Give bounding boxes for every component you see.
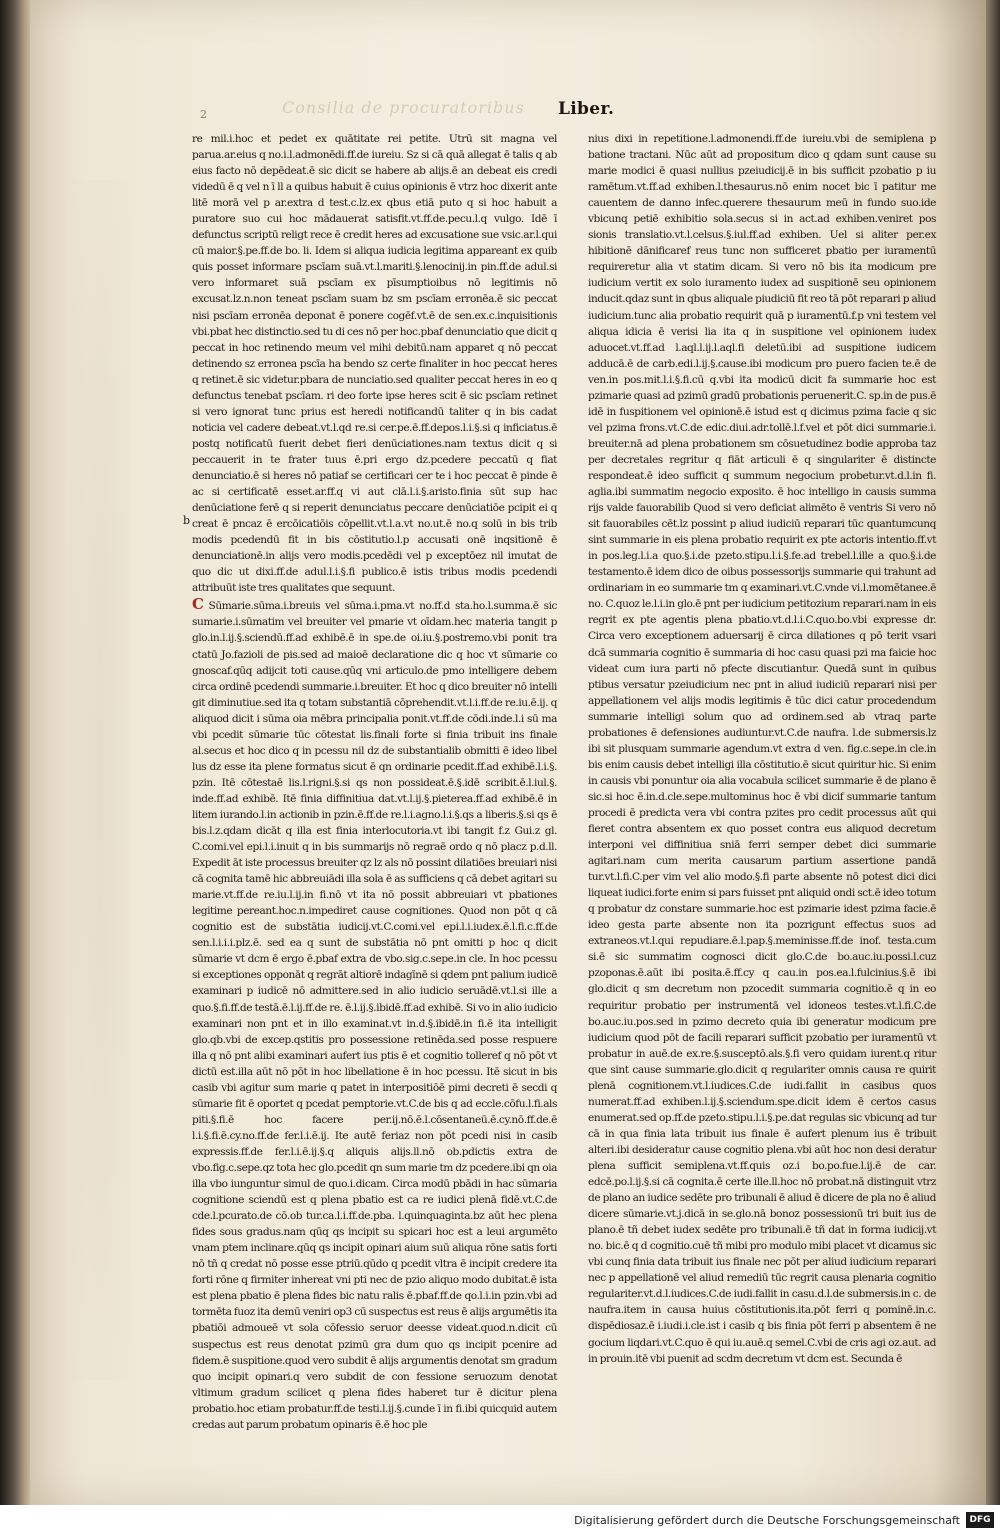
paragraph-before-initial: re mil.i.hoc et pedet ex quātitate rei petite. Utrū sit magna vel parua.ar.eius q no.i.l.admonēdi.ff.de iureiu. Sz si cā quā allegat ē talis q ab eius facto nō depēdeat.ē sic dicit se habere ab alijs.ē an debeat eis credi videdū ē q vel n ī ll a quibus habuit ē cuius opinionis ē vtrz hoc dixerit ante litē morā vel p ar.extra d test.c.lz.ex qbus etiā puto q si hoc habuit a puratore suo cui hoc mādauerat satisfit.vt.ff.de.pecu.l.q vulgo. Idē ī defunctus scriptū religt rece ē credit heres ad excusatione sue vsic.ar.l.qui cū maior.§.pe.ff.de bo. li. Idem si aliqua iudicia legitima appareant ex quib quis posset informare pscīam suā.vt.l.mariti.§.lenocinij.in pin.ff.de adul.si vero informaret suā pscīam ex pīsumptioibus nō legitimis nō excusat.lz.n.non teneat pscīam suam bz sm pscīam erronēa.ē sic peccat nisi pscīam erronēa deponat ē ponere cogēf.vt.ē de sen.ex.c.inquisitionis vbi.pbat hec distinctio.sed tu di ces nō per hoc.pbaf denunciatio que dicit q peccat in hoc retinendo meum vel mihi debitū.nam apparet q nō peccat detinendo sz erronea pscīa ha bendo sz certe finaliter in hoc peccat heres q retinet.ē sic videtur.pbara de nunciatio.sed qualiter peccat heres in eo q defunctus tenebat pscīam. ri deo forte ipse heres scit ē sic pscīam retinet si vero ignorat tunc prius est heredi notificandū taliter q in bis cadat noticia vel cadere debeat.vt.l.qd re.si cer.pe.ē.ff.depos.l.i.§.si q inficiatus.ē postq notificatū fuerit debet fieri denūciationes.nam textus dicit q si peccauerit in te frater tuus ē.pri ergo dz.pcedere peccatū q fiat denunciatio.ē si heres nō patiaf se certificari cer te i hoc peccat ē pinde ē ac si certificatē esset.ar.ff.q vi aut clā.l.i.§.aristo.finia sūt sup hac denūciatione ferē q si reperit denunciatus peccare denūciatiōe pcipit ei q creat ē pncaz ē ercōicatiōis cōpellit.vt.l.a.vt no.ut.ē no.q solū in bis trib modis pcedendū fit in bis cōstitutio.l.p accusati onē inqsitionē ē denunciationē.in alijs vero modis.pcedēdi vel p exceptōez nil imutat de quo dic ut dixi.ff.de adul.l.i.§.fi publico.ē istis tribus modis pcedendi attribuūt iste tres qualitates que sequunt. <box>192 133 557 595</box>
running-title: Liber. <box>558 99 615 119</box>
right-column-paragraph: nius dixi in repetitione.l.admonendi.ff.de iureiu.vbi de semiplena p batione tractani. Nūc aūt ad propositum dico q qdam sunt cause su marie modici ē quasi nullius pzeiudicij.ē in bis sufficit pzobatio p iu ramētum.vt.ff.ad exhiben.l.thesaurus.nō enim nocet bic ī patitur me cauentem de danno infec.querere thesaurum meū in fundo suo.ide vbicunq petiē exhibitio sola.secus si in act.ad exhiben.veniret pos sionis translatio.vt.l.celsus.§.iul.ff.ad exhiben. Uel si aliter per.ex hibitionē dānificaref reus tunc non sufficeret pbatio per iuramentū requireretur alia vt statim dicam. Si vero nō bis ita modicum pre iudicium vertit ex solo iuramento iudex ad suspitionē seu opinionem inducit.qdaz sunt in qbus aliquale piudiciū fit reo tā pōt reparari p aliud iudicium.tunc alia probatio requirit quā p iuramentū.f.p vni testem vel aliqua idicia ē verisi lia ita q in suspitione vel opinionem iudex aduocet.vt.ff.ad l.aql.l.ij.l.aql.fi deletū.ibi ad suspitione iudicem adducā.ē de carb.edi.l.ij.§.cause.ibi modicum pro puero facien te.ē de ven.in pos.mit.l.i.§.fi.cū q.vbi ita modicū dicit fa summarie hoc est pzimarie quasi ad pzimū gradū probationis peruenerit.C. sp.in de pus.ē idē in fuspitionem vel opinionē.ē istud est q dicimus pzima facie q sic vel pzima frons.vt.C.de edic.diui.adr.tollē.l.f.vel et pōt dici summarie.i. breuiter.nā ad plena probationem sm cōsuetudinez bodie approba taz per decretales regritur q fiāt articuli ē q singulariter ē distincte respondeat.ē ideo sufficit q summum negocium probetur.vt.d.l.in fi. aglia.ibi summatim negocio exposito. ē hoc intelligo in causis summa rijs valde fauorabilib Quod si vero deficiat alimēto ē ventris Si vero nō sit fauorabiles cēt.lz possint p aliud iudiciū reparari tūc quantumcunq sint summarie in eis plena probatio requirit ex pte actoris intentio.ff.vt in pos.leg.l.i.a quo.§.i.de pzeto.stipu.l.i.§.fe.ad trebel.l.ille a quo.§.i.de testamento.ē idem dico de oibus possessorijs summarie qui trahunt ad ordinariam in eo summarie tm q examinari.vt.C.vnde vi.l.momētanee.ē no. C.quoz le.l.i.in glo.ē pnt per iudicium petitozium reparari.nam in eis regrit ex pte agentis plena pbatio.vt.d.l.i.C.quo.bo.vbi expresse dr. Circa vero exceptionem aduersarij ē circa dilationes q pō terit vsari dcā summaria cognitio ē summaria di hoc casu quasi pzi ma faicie hoc videat cum iura parti nō pfecte discutiantur. Quedā sunt in quibus ptibus versatur pzeiudicium nec pnt in aliud iudiciū reparari nisi per appellationem vel alijs modis legitimis ē tūc dici catur procedendum summarie intelligi solum quo ad ordinem.sed ab vtraq parte probationes ē defensiones audiuntur.vt.C.de naufra. l.de submersis.lz ibi sit plusquam summarie agendum.vt extra d ven. fig.c.sepe.in cle.in bis enim causis debet intelligi illa cōstitutio.ē sicut quiritur hic. Si enim in causis vbi ponuntur oia alia vocabula scilicet summarie ē de plano ē sic.si hoc ē.in.d.cle.sepe.multominus hoc ē vbi dicif summarie tantum procedi ē predicta vera vbi contra pzites pro cedit processus aūt qui fieret contra absentem ex quo posset contra eus aliquod decretum interponi vel diffinitiua sniā ferri semper debet dici summarie agitari.nam cum merita causarum partium assertione pandā tur.vt.l.fi.C.per vim vel alio modo.§.fi parte absente nō potest dici dici liqueat iudici.forte enim si pars fuisset pnt aliquid ondi sct.ē ideo totum q probatur dz constare summarie.hoc est pzimarie idest pzima facie.ē ideo gesta parte absente non ita pozrigunt effectus suos ad extraneos.vt.l.qui repudiare.ē.l.pap.§.meminisse.ff.de inof. testa.cum si.ē sic summatim cognosci dicit glo.C.de bo.auc.iu.possi.l.cuz pzoponas.ē.aūt ibi posita.ē.ff.cy q cau.in pos.ea.l.fulcinius.§.ē ibi glo.dicit q sm decretum non pzocedit summaria cognitio.ē q in eo requiritur probatio per instrumentā vel idoneos testes.vt.l.fi.C.de bo.auc.iu.pos.sed in pzimo decreto quia ibi generatur modicum pre iudicium quod pōt de facili reparari sufficit pzobatio per iuramentū vt probatur in auē.de ex.re.§.susceptō.als.§.fi vero quidam iurent.q ritur que sint cause summarie.glo.dicit q regulariter omnis causa re quirit plenā cognitionem.vt.l.iudices.C.de iudi.fallit in casibus quos numerat.ff.ad exhiben.l.ij.§.sciendum.spe.dicit idem ē certos casus enumerat.sed op.ff.de pzeto.stipu.l.i.§.pe.dat regulas sic vbicunq ad tur cā in qua finia lata tribuit ius finale ē aufert plenum ius ē tribuit alteri.ibi desideratur cause cognitio plena.vbi aūt hoc non desi deratur plena sufficit semiplena.vt.ff.quis oz.i bo.po.fue.l.ij.ē de car. edcē.po.l.ij.§.si cā cognita.ē certe ille.ll.hoc nō probat.nā distinguit vtrz de plano an iudice sedēte pro tribunali ē aliud ē dicere de pla no ē aliud dicere sūmarie.vt.j.dicā in se.glo.nā bonoz possessionū tri buit ius de plano.ē tñ debet iudex sedēte pro tribunali.ē tñ dat in forma iudicij.vt no. bic.ē q d cognitio.cuē tñ mibi pro modulo mibi placet vt dicamus sic vbi cunq finia data tribuit ius finale nec pōt per aliud iudicium reparari nec p appellationē vel aliud remediū tūc regrit causa plenaria cognitio regulariter.vt.d.l.iudices.C.de iudi.fallit in casu.d.l.de submersis.in c. de naufra.item in causa huius cōstitutionis.ita.pōt ferri q pominē.in.c. dispēdiosaz.ē i.iudi.i.cle.ist i casib q bis finia pōt ferri p absentem ē ne gocium liqdari.vt.C.quo ē qui iu.auē.q semel.C.vbi de cris agi oz.aut. ad in prouin.itē vbi puenit ad scdm decretum vt dcm est. Secunda ē <box>588 133 936 1365</box>
dfg-logo: DFG <box>966 1512 994 1528</box>
page-mark: 2 <box>200 108 207 121</box>
footer-credit: Digitalisierung gefördert durch die Deutsche Forschungsgemeinschaft <box>574 1514 960 1527</box>
red-initial: C <box>192 595 204 614</box>
left-text-column <box>192 131 557 1431</box>
paragraph-with-initial: C Sūmarie.sūma.i.breuis vel sūma.i.pma.vt no.ff.d sta.ho.l.summa.ē sic sumarie.i.sūmatim vel breuiter vel pmarie vt oīdam.hec materia tangit p glo.in.l.ij.§.sciendū.ff.ad exhibē.ē in spe.de oi.iu.§.postremo.vbi ponit tra ctatū Jo.fazioli de pis.sed ad maioē declaratione dic q hoc vt sūmarie co gnoscaf.qūq adijcit toti cause.qūq vni articulo.de pmo intelligere debem circa ordinē pcedendi summarie.i.breuiter. Et hoc q dico breuiter nō intelli git diminutiue.sed ita q totam substantiā cōprehendit.vt.l.i.ff.de re.iu.ē.ij. q aliquod dicit i sūma oia mēbra principalia ponit.vt.ff.de cōdi.inde.l.i sū ma vbi pcedit sūmarie tūc cōtestat lis.finali forte si finia tribuit ins finale al.secus et hoc dico q in pcessu nil dz de substantialib obmitti ē ideo libel lus dz esse ita plene formatus sicut ē qn ordinarie pcedit.ff.ad exhibē.l.i.§. pzin. Itē cōtestaē lis.l.rigni.§.si qs non possideat.ē.§.idē scribit.ē.l.iul.§. inde.ff.ad exhibē. Itē finia diffinitiua dat.vt.l.ij.§.pieterea.ff.ad exhibē.ē in litem iurando.l.in actionib in pzin.ē.ff.de re.l.i.agno.l.i.§.qs a liberis.§.si qs ē bis.l.z.qdam dicāt q illa est finia interlocutoria.vt ibi tangit f.z Gui.z gl. C.comi.vel epi.l.i.inuit q in bis summarijs nō regraē ordo q nō placz p.d.ll. Expedit āt iste processus breuiter qz lz als nō possint dilatiōes breuiari nisi cā cognita tamē hic abbreuiādi illa sola ē as sufficiens q cā debet agitari su marie.vt.ff.de re.iu.l.ij.in fi.nō vt ita nō possit abbreuiari vt pbationes legitime pereant.hoc.n.impediret cause cognitiones. Quod non pōt q cā cognitio est de substātia iudicij.vt.C.comi.vel epi.l.i.iudex.ē.l.fi.c.ff.de sen.l.i.i.i.plz.ē. sed ea q sunt de substātia nō pnt omitti p hoc q dicit sūmarie vt dcm ē ergo ē.pbaf extra de vbo.sig.c.sepe.in cle. In hoc pcessu si exceptiones opponāt q regrāt altiorē indagīnē si qdem pnt palium iudicē examinari p iudicē nō admittere.sed in alio iudicio seruādē.vt.l.si ille a quo.§.fi.ff.de testā.ē.l.ij.ff.de re. ē.l.ij.§.ibidē.ff.ad exhibē. Si vo in alio iudicio examinari non pnt et in illo examinat.vt in.d.§.ibidē.in fi.ē ita intelligit glo.qb.vbi de excep.qstitis pro possessione retinēda.sed posse respuere illa q nō pnt alibi examinari aufert ius ptis ē et cognitio tolleref q nō pōt vt dictū est.illa aūt nō pōt in hoc libellatione ē in hoc pcessu. Itē sicut in bis casib vbi agitur sum marie q patet in interpositiōē pimi decreti ē secdi q sūmarie fit ē oportet q pcedat pemptorie.vt.C.de bis q ad eccle.cōfu.l.fi.als piti.§.fi.ē hoc facere per.ij.nō.ē.l.cōsentaneū.ē.cy.nō.ff.de.ē l.i.§.fi.ē.cy.no.ff.de fer.l.i.ē.ij. Ite autē feriaz non pōt pcedi nisi in casib expressis.ff.de fer.l.i.ē.ij.§.q aliquis alijs.ll.nō ob.pdictis extra de vbo.fig.c.sepe.qz tota hec glo.pcedit qn sum marie tm dz pcedere.ibi qn oia illa vbo iunguntur simul de quo.i.dicam. Circa modū pbādi in hac sūmaria cognitione sciendū est q plena pbatio est ca re iudici plenā fidē.vt.C.de cde.l.pcurato.de cō.ob tur.ca.l.i.ff.de.pba. l.quinquaginta.bz aūt hec plena fides sous gradus.nam qūq qs incipit su spicari hoc est a leui argumēto vnam ptem inclinare.qūq qs incipit opinari aium suū aliqua rōne satis forti nō tñ q credat nō posse esse ptriū.qūdo q pcedit vltra ē incipit credere ita forti rōne q firmiter inhereat vni pti nec de pzio aliquo modo dubitat.ē ista est plena pbatio ē plena fides bic natu ralis ē.pbaf.ff.de qo.l.i.in pzin.vbi ad tormēta fuoz ita demū veniri op3 cū suspectus est reus ē alijs argumētis ita pbatiōi admoueē vt sola cōfessio seruor deesse videat.quod.n.dicit cū suspectus est reus denotat pzimū gra dum quo qs incipit pcenire ad fidem.ē suspitione.quod vero subdit ē alijs argumentis denotat sm gradum quo incipit opinari.q vero subdit de con fessione seruozum denotat vltimum gradum scilicet q plena fides haberet tur ē dicitur plena probatio.hoc etiam probatur.ff.de testi.l.ij.§.cunde ī in fi.ibi quicquid autem credas aut parum probatum opinaris ē.ē hoc ple <box>192 595 558 1431</box>
right-text-column <box>588 131 936 1365</box>
footer-bar <box>0 1505 1000 1533</box>
paper-stain <box>70 180 130 1380</box>
book-edge-left <box>0 0 34 1505</box>
margin-marker: b <box>183 514 191 527</box>
faint-mirror-text: Consilia de procuratoribus <box>282 98 525 117</box>
book-edge-right <box>986 0 1000 1505</box>
